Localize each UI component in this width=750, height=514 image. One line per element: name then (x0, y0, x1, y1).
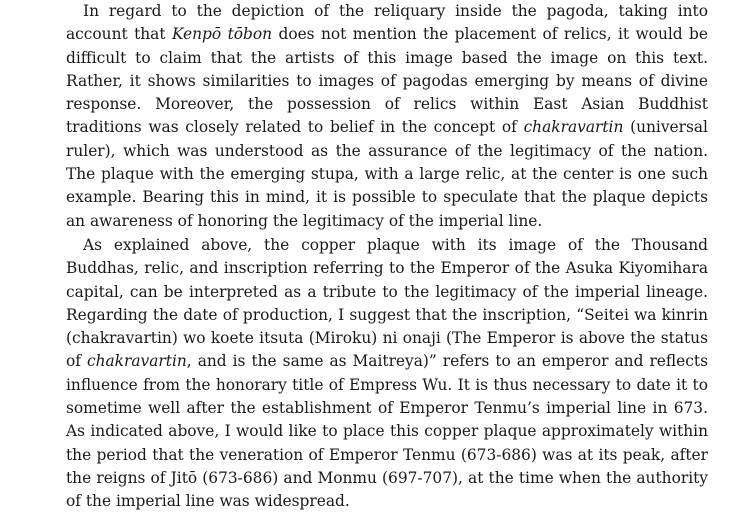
text-segment: , and is the same as Maitreya)” refers to an emperor and reflects influence from the honorary title of Empress Wu. It is thus necessary to date it to sometime well after the establishment of Emperor Tenmu’s imperial line in 673. As indicated above, I would like to place this copper plaque approximately within the period that the veneration of Emperor Tenmu (673-686) was at its peak, after the reigns of Jitō (673-686) and Monmu (697-707), at the time when the authority of the imperial line was widespread. (66, 352, 708, 511)
text-segment: As explained above, the copper plaque with its image of the Thousand Buddhas, relic, and inscription referring to the Emperor of the Asuka Kiyomihara capital, can be interpreted as a tribute to the legitimacy of the imperial lineage. Regarding the date of production, I suggest that the inscription, “Seitei wa kinrin (chakravartin) wo koete itsuta (Miroku) ni onaji (The Emperor is above the status of (66, 235, 708, 371)
document-page (66, 0, 708, 514)
text-segment-italic: chakravartin (523, 118, 624, 137)
paragraph-copper-plaque-dating (66, 234, 708, 514)
text-segment: In regard to the depiction of the reliquary inside the pagoda, taking into account that (66, 2, 708, 44)
text-segment: (universal ruler), which was understood as the assurance of the legitimacy of the nation. The plaque with the emerging stupa, with a large relic, at the center is one such example. Bearing this in mind, it is possible to speculate that the plaque depicts an awareness of honoring the legitimacy of the imperial line. (66, 118, 708, 230)
text-segment: does not mention the placement of relics, it would be difficult to claim that the artists of this image based the image on this text. Rather, it shows similarities to images of pagodas emerging by means of divine response. Moreover, the possession of relics within East Asian Buddhist traditions was closely related to belief in the concept of (66, 25, 708, 137)
paragraph-reliquary-depiction (66, 0, 708, 233)
text-segment-italic: chakravartin (86, 352, 187, 371)
text-segment-italic: Kenpō tōbon (171, 25, 273, 44)
